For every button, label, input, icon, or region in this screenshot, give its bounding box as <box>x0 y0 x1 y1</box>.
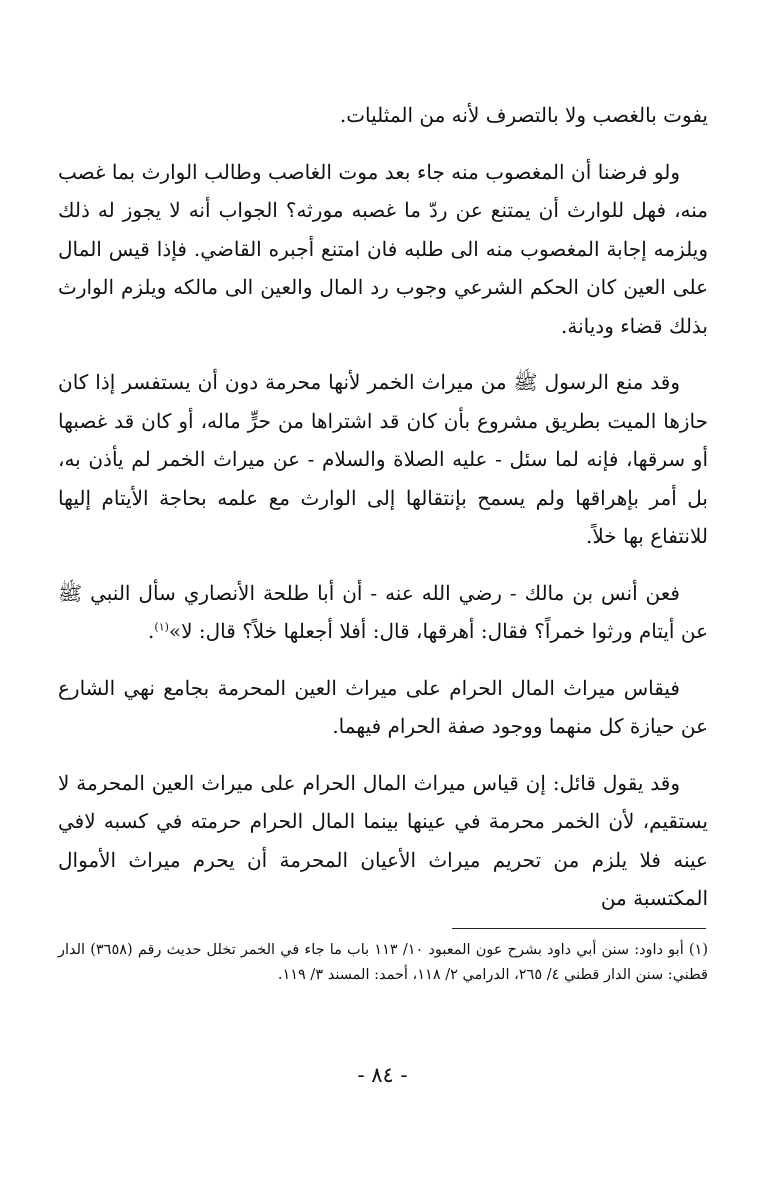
paragraph-2: ولو فرضنا أن المغصوب منه جاء بعد موت الغاصب وطالب الوارث بما غصب منه، فهل للوارث أن يمتنع عن ردّ ما غصبه مورثه؟ الجواب أنه لا يجوز له ذلك ويلزمه إجابة المغصوب منه الى طلبه فان امتنع أجبره القاضي. فإذا قيس المال على العين كان الحكم الشرعي وجوب رد المال والعين الى مالكه ويلزم الوارث بذلك قضاء وديانة. <box>58 159 708 338</box>
footnote-divider <box>452 928 706 929</box>
paragraph-1: يفوت بالغصب ولا بالتصرف لأنه من المثليات. <box>339 103 708 127</box>
paragraph-6: وقد يقول قائل: إن قياس ميراث المال الحرام على ميراث العين المحرمة لا يستقيم، لأن الخمر محرمة في عينها بينما المال الحرام حرمته في كسبه لافي عينه فلا يلزم من تحريم ميراث الأعيان المحرمة أن يحرم ميراث الأموال المكتسبة من <box>58 770 708 910</box>
footnote-ref-tail: . <box>148 619 155 643</box>
paragraph-4 <box>58 574 708 651</box>
footnote-ref: (١) <box>154 620 169 634</box>
page-body <box>58 96 708 918</box>
paragraph-4-text: فعن أنس بن مالك - رضي الله عنه - أن أبا طلحة الأنصاري سأل النبي ﷺ عن أيتام ورثوا خمراً؟ فقال: أهرقها، قال: أفلا أجعلها خلاً؟ قال: لا» <box>58 580 708 643</box>
paragraph-3: وقد منع الرسول ﷺ من ميراث الخمر لأنها محرمة دون أن يستفسر إذا كان حازها الميت بطريق مشروع بأن كان قد اشتراها من حرٍّ ماله، أو كان قد غصبها أو سرقها، فإنه لما سئل - عليه الصلاة والسلام - عن ميراث الخمر لم يأذن به، بل أمر بإهراقها ولم يسمح بإنتقالها إلى الوارث مع علمه بحاجة الأيتام إليها للانتفاع بها خلاً. <box>58 370 708 548</box>
footnote-1: (١) أبو داود: سنن أبي داود بشرح عون المعبود ١٠/ ١١٣ باب ما جاء في الخمر تخلل حديث رقم (٣٦٥٨) الدار قطني: سنن الدار قطني ٤/ ٢٦٥، الدرامي ٢/ ١١٨، أحمد: المسند ٣/ ١١٩. <box>58 942 708 983</box>
paragraph-5: فيقاس ميراث المال الحرام على ميراث العين المحرمة بجامع نهي الشارع عن حيازة كل منهما ووجود صفة الحرام فيهما. <box>58 675 708 738</box>
page-number: - ٨٤ - <box>357 1063 408 1087</box>
footnotes <box>58 938 708 988</box>
